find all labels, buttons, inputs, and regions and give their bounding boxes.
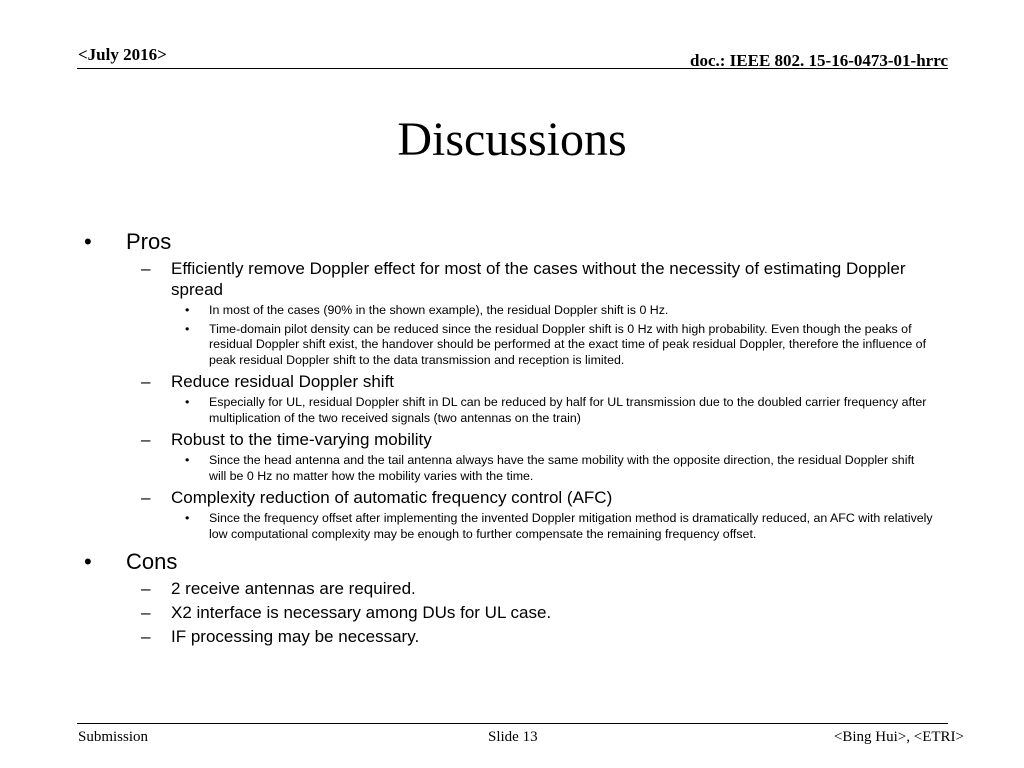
pros-subitem-text: Especially for UL, residual Doppler shift in DL can be reduced by half for UL transmission due to the doubled carrier frequency after multiplication of the two received signals (two antennas on the train) [209,395,927,425]
dash-marker: – [141,430,151,449]
dash-marker: – [141,259,151,278]
pros-item-text: Complexity reduction of automatic frequency control (AFC) [171,488,613,507]
footer-slide-number: Slide 13 [488,729,538,745]
bullet-marker: • [84,229,92,254]
bullet-marker: • [185,453,190,467]
dash-marker: – [141,579,151,598]
pros-item [84,371,944,392]
pros-item [84,429,944,450]
footer-author: <Bing Hui>, <ETRI> [833,729,964,745]
header-divider [77,68,948,69]
dash-marker: – [141,372,151,391]
pros-subitem [84,453,944,484]
cons-item-text: X2 interface is necessary among DUs for UL case. [171,603,552,622]
pros-subitem [84,322,944,369]
cons-item [84,626,944,647]
pros-subitem [84,303,944,319]
bullet-marker: • [185,321,190,336]
pros-subitem-text: Since the frequency offset after implementing the invented Doppler mitigation method is dramatically reduced, an AFC with relatively low computational complexity may be enough to further compensate the remaining frequency offset. [209,511,933,541]
pros-item-text: Reduce residual Doppler shift [171,372,395,391]
slide-title: Discussions [397,113,627,166]
cons-item-text: IF processing may be necessary. [171,627,420,646]
cons-item-text: 2 receive antennas are required. [171,579,416,598]
pros-subitem-text: In most of the cases (90% in the shown example), the residual Doppler shift is 0 Hz. [209,303,669,317]
pros-subitem-text: Time-domain pilot density can be reduced since the residual Doppler shift is 0 Hz with high probability. Even though the peaks of residual Doppler shift exist, the handover should be performed at the exact time of peak residual Doppler, therefore the influence of peak residual Doppler shift to the data transmission and reception is limited. [209,321,927,367]
pros-heading [84,228,944,255]
pros-subitem [84,395,944,426]
footer-divider [77,723,948,724]
pros-subitem [84,511,944,542]
header-doc-id: doc.: IEEE 802. 15-16-0473-01-hrrc [690,51,948,70]
pros-subitem-text: Since the head antenna and the tail antenna always have the same mobility with the opposite direction, the residual Doppler shift will be 0 Hz no matter how the mobility varies with the time. [209,453,915,483]
cons-label: Cons [126,549,178,574]
footer-submission: Submission [78,729,149,745]
bullet-marker: • [185,395,190,409]
header-date: <July 2016> [78,45,167,64]
cons-item [84,602,944,623]
cons-item [84,578,944,599]
pros-item-text: Robust to the time-varying mobility [171,430,432,449]
dash-marker: – [141,627,151,646]
bullet-marker: • [84,549,92,574]
dash-marker: – [141,603,151,622]
pros-item-text: Efficiently remove Doppler effect for most of the cases without the necessity of estimating Doppler spread [171,259,906,299]
pros-item [84,258,944,300]
slide-body [84,226,944,647]
pros-label: Pros [126,229,172,254]
bullet-marker: • [185,511,190,525]
pros-item [84,487,944,508]
dash-marker: – [141,488,151,507]
bullet-marker: • [185,303,190,317]
cons-heading [84,548,944,575]
